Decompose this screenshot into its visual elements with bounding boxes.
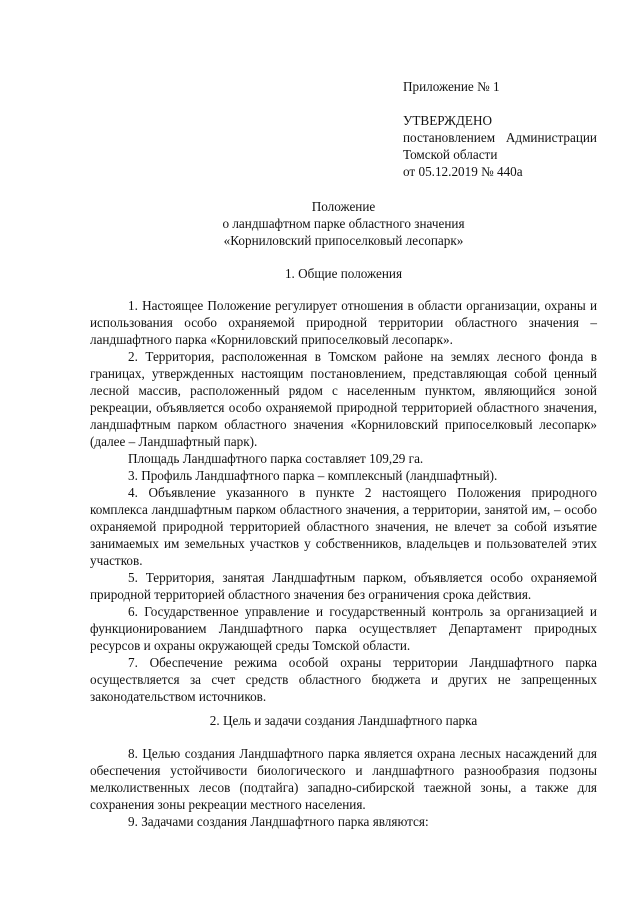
section-1-body [90, 297, 597, 705]
title-line-1: Положение [311, 199, 376, 214]
paragraph: Площадь Ландшафтного парка составляет 109,29 га. [128, 451, 424, 466]
paragraph: 6. Государственное управление и государственный контроль за организацией и функционированием Ландшафтного парка осуществляет Департамент природных ресурсов и охраны окружающей среды Томской области. [90, 604, 597, 653]
resolution-admin: Администрации [505, 130, 597, 145]
date-number: от 05.12.2019 № 440а [403, 164, 523, 179]
document-title [90, 198, 597, 249]
paragraph: 1. Настоящее Положение регулирует отношения в области организации, охраны и использования особо охраняемой природной территории областного значения – ландшафтного парка «Корниловский припоселковый лесопарк». [90, 298, 597, 347]
section-2-body [90, 745, 597, 830]
approved-label: УТВЕРЖДЕНО [403, 113, 493, 128]
appendix-label: Приложение № 1 [403, 79, 500, 94]
paragraph: 5. Территория, занятая Ландшафтным парком, объявляется особо охраняемой природной территорией областного значения без ограничения срока действия. [90, 570, 597, 602]
resolution-word: постановлением [403, 130, 496, 145]
approval-block [403, 78, 597, 180]
paragraph: 7. Обеспечение режима особой охраны территории Ландшафтного парка осуществляется за счет средств областного бюджета и других не запрещенных законодательством источников. [90, 655, 597, 704]
title-line-3: «Корниловский припоселковый лесопарк» [223, 233, 464, 248]
resolution-line [403, 129, 597, 146]
section-1-heading: 1. Общие положения [284, 266, 403, 281]
paragraph: 9. Задачами создания Ландшафтного парка являются: [128, 814, 429, 829]
title-line-2: о ландшафтном парке областного значения [222, 216, 465, 231]
region-label: Томской области [403, 147, 498, 162]
paragraph: 4. Объявление указанного в пункте 2 настоящего Положения природного комплекса ландшафтным парком областного значения, а территории, занятой им, – особо охраняемой природной территорией областного значения, не влечет за собой изъятие занимаемых им земельных участков у собственников, владельцев и пользователей этих участков. [90, 485, 597, 568]
paragraph: 3. Профиль Ландшафтного парка – комплексный (ландшафтный). [128, 468, 498, 483]
paragraph: 8. Целью создания Ландшафтного парка является охрана лесных насаждений для обеспечения устойчивости биологического и ландшафтного разнообразия подзоны мелколиственных лесов (подтайга) западно-сибирской таежной зоны, а также для сохранения зоны рекреации местного населения. [90, 746, 597, 812]
section-2-heading: 2. Цель и задачи создания Ландшафтного парка [209, 713, 478, 728]
paragraph: 2. Территория, расположенная в Томском районе на землях лесного фонда в границах, утвержденных настоящим постановлением, представляющая собой ценный лесной массив, расположенный рядом с населенным пунктом, являющийся зоной рекреации, объявляется особо охраняемой природной территорией областного значения, ландшафтным парком областного значения «Корниловский припоселковый лесопарк» (далее – Ландшафтный парк). [90, 349, 597, 449]
spacer [403, 95, 597, 112]
